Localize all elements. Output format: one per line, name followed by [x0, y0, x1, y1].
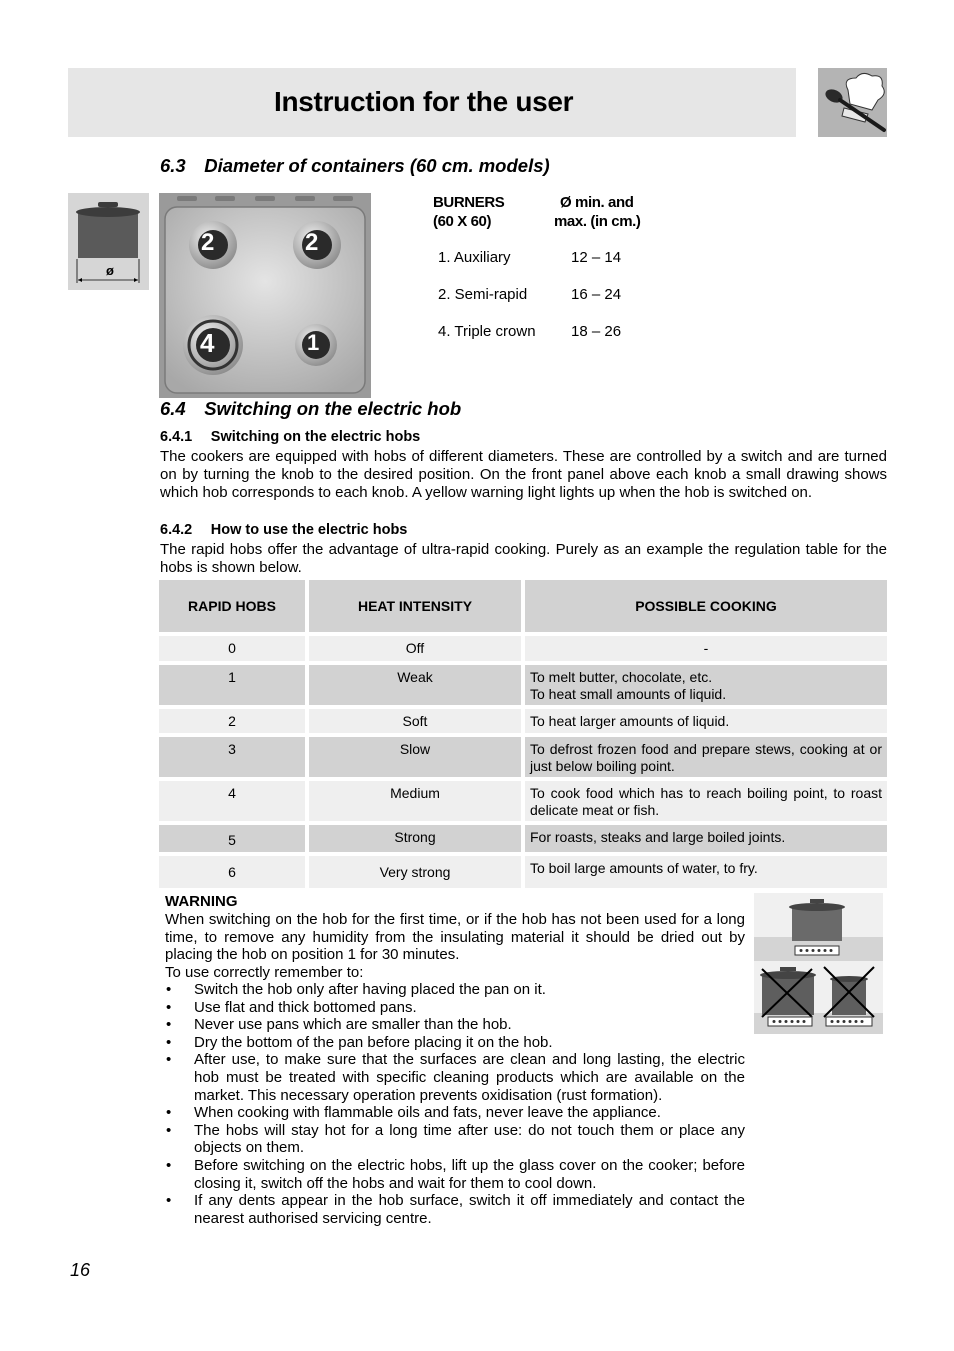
burner-name: 1. Auxiliary: [438, 249, 511, 266]
list-item: • If any dents appear in the hob surface, switch it off immediately and contact the nearest authorised servicing centre.: [165, 1192, 745, 1227]
table-cell: Slow: [309, 737, 521, 777]
burner-name: 4. Triple crown: [438, 323, 536, 340]
table-cell: To defrost frozen food and prepare stews, cooking at or just below boiling point.: [525, 737, 887, 777]
warning-text: [165, 911, 745, 981]
paragraph-6-4-2: The rapid hobs offer the advantage of ultra-rapid cooking. Purely as an example the regulation table for the hobs is shown below.: [160, 541, 887, 577]
table-cell: To cook food which has to reach boiling point, to roast delicate meat or fish.: [525, 781, 887, 821]
burner-value: 16 – 24: [571, 286, 622, 303]
section-heading-6-3: 6.3 Diameter of containers (60 cm. models): [160, 155, 550, 176]
list-item: • After use, to make sure that the surfaces are clean and long lasting, the electric hob must be treated with specific cleaning products which are available on the market. This necessary operation prevents oxidisation (rust formation).: [165, 1051, 745, 1104]
burners-header: (60 X 60): [433, 213, 492, 230]
burner-name: 2. Semi-rapid: [438, 286, 528, 303]
chef-hat-spoon-icon: [818, 68, 887, 137]
table-cell: For roasts, steaks and large boiled joints.: [525, 825, 887, 852]
warning-bullet-list: [165, 981, 745, 1227]
diameter-symbol: ø: [106, 263, 114, 278]
table-cell: 6: [159, 856, 305, 888]
table-cell: 5: [159, 825, 305, 852]
burners-header: BURNERS: [433, 194, 505, 211]
burner-value: 18 – 26: [571, 323, 622, 340]
list-item: • Never use pans which are smaller than the hob.: [165, 1016, 745, 1034]
table-cell: Strong: [309, 825, 521, 852]
list-item: • Use flat and thick bottomed pans.: [165, 999, 745, 1017]
diameter-header: Ø min. and: [560, 194, 634, 211]
table-cell: To boil large amounts of water, to fry.: [525, 856, 887, 888]
pan-size-illustration: [754, 893, 883, 1034]
table-cell: -: [525, 636, 887, 661]
diameter-header: max. (in cm.): [554, 213, 641, 230]
table-cell: Soft: [309, 709, 521, 733]
burner-label: 1: [307, 330, 320, 355]
table-cell: Very strong: [309, 856, 521, 888]
burner-value: 12 – 14: [571, 249, 622, 266]
warning-intro: To use correctly remember to:: [165, 963, 364, 981]
table-header-cell: RAPID HOBS: [159, 580, 305, 632]
page-number: 16: [70, 1260, 91, 1280]
table-header-cell: POSSIBLE COOKING: [525, 580, 887, 632]
table-cell: Off: [309, 636, 521, 661]
subsection-heading-6-4-2: 6.4.2 How to use the electric hobs: [160, 522, 408, 538]
table-cell: Medium: [309, 781, 521, 821]
table-cell: To heat larger amounts of liquid.: [525, 709, 887, 733]
table-cell: 1: [159, 665, 305, 705]
warning-paragraph: When switching on the hob for the first time, or if the hob has not been used for a long time, to remove any humidity from the insulating material it should be dried out by placing the hob on position 1 for 30 minutes.: [165, 911, 745, 964]
table-cell: To melt butter, chocolate, etc. To heat small amounts of liquid.: [525, 665, 887, 705]
list-item: • Before switching on the electric hobs, lift up the glass cover on the cooker; before closing it, switch off the hobs and wait for them to cool down.: [165, 1157, 745, 1192]
burner-label: 4: [200, 328, 215, 358]
table-cell: 3: [159, 737, 305, 777]
hob-diagram: [159, 193, 371, 398]
table-cell: Weak: [309, 665, 521, 705]
table-cell: 2: [159, 709, 305, 733]
list-item: • The hobs will stay hot for a long time after use: do not touch them or place any objects on them.: [165, 1122, 745, 1157]
pot-diameter-illustration: [68, 193, 149, 290]
list-item: • Switch the hob only after having placed the pan on it.: [165, 981, 745, 999]
list-item: • Dry the bottom of the pan before placing it on the hob.: [165, 1034, 745, 1052]
table-header-cell: HEAT INTENSITY: [309, 580, 521, 632]
table-cell: 4: [159, 781, 305, 821]
list-item: • When cooking with flammable oils and fats, never leave the appliance.: [165, 1104, 745, 1122]
page-title: Instruction for the user: [274, 86, 574, 117]
burner-label: 2: [305, 229, 319, 256]
paragraph-6-4-1: The cookers are equipped with hobs of different diameters. These are controlled by a switch and are turned on by turning the knob to the desired position. On the front panel above each knob a small drawing shows which hob corresponds to each knob. A yellow warning light lights up when the hob is switched on.: [160, 448, 887, 502]
subsection-heading-6-4-1: 6.4.1 Switching on the electric hobs: [160, 429, 421, 445]
table-cell: 0: [159, 636, 305, 661]
warning-title: WARNING: [165, 893, 238, 910]
section-heading-6-4: 6.4 Switching on the electric hob: [160, 398, 462, 419]
burner-label: 2: [201, 229, 215, 256]
